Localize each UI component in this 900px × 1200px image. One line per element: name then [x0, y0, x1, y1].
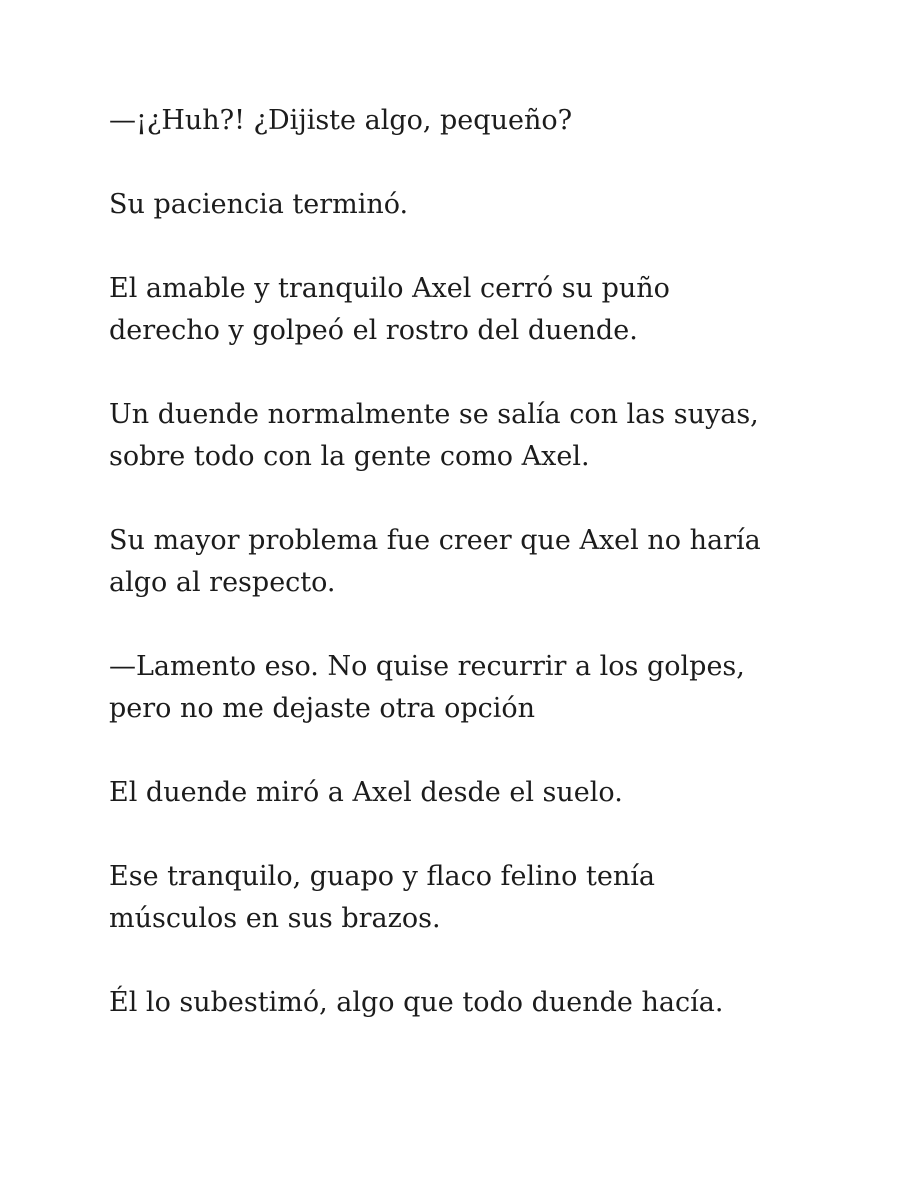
text-line: algo al respecto.	[109, 567, 336, 598]
paragraph-3	[109, 268, 799, 352]
text-line: Su mayor problema fue creer que Axel no haría	[109, 525, 761, 556]
paragraph-1	[109, 100, 799, 142]
paragraph-9	[109, 982, 799, 1024]
text-line: Ese tranquilo, guapo y flaco felino tenía	[109, 861, 655, 892]
text-line: Él lo subestimó, algo que todo duende hacía.	[109, 987, 724, 1018]
paragraph-5	[109, 520, 799, 604]
text-line: El duende miró a Axel desde el suelo.	[109, 777, 623, 808]
text-line: derecho y golpeó el rostro del duende.	[109, 315, 638, 346]
text-line: sobre todo con la gente como Axel.	[109, 441, 590, 472]
text-line: músculos en sus brazos.	[109, 903, 441, 934]
text-line: Su paciencia terminó.	[109, 189, 409, 220]
text-line: Un duende normalmente se salía con las suyas,	[109, 399, 759, 430]
text-column	[109, 100, 799, 1024]
paragraph-8	[109, 856, 799, 940]
paragraph-7	[109, 772, 799, 814]
paragraph-6	[109, 646, 799, 730]
paragraph-2	[109, 184, 799, 226]
text-line: —¡¿Huh?! ¿Dijiste algo, pequeño?	[109, 105, 573, 136]
paragraph-4	[109, 394, 799, 478]
text-line: —Lamento eso. No quise recurrir a los golpes,	[109, 651, 745, 682]
text-line: El amable y tranquilo Axel cerró su puño	[109, 273, 670, 304]
text-line: pero no me dejaste otra opción	[109, 693, 536, 724]
